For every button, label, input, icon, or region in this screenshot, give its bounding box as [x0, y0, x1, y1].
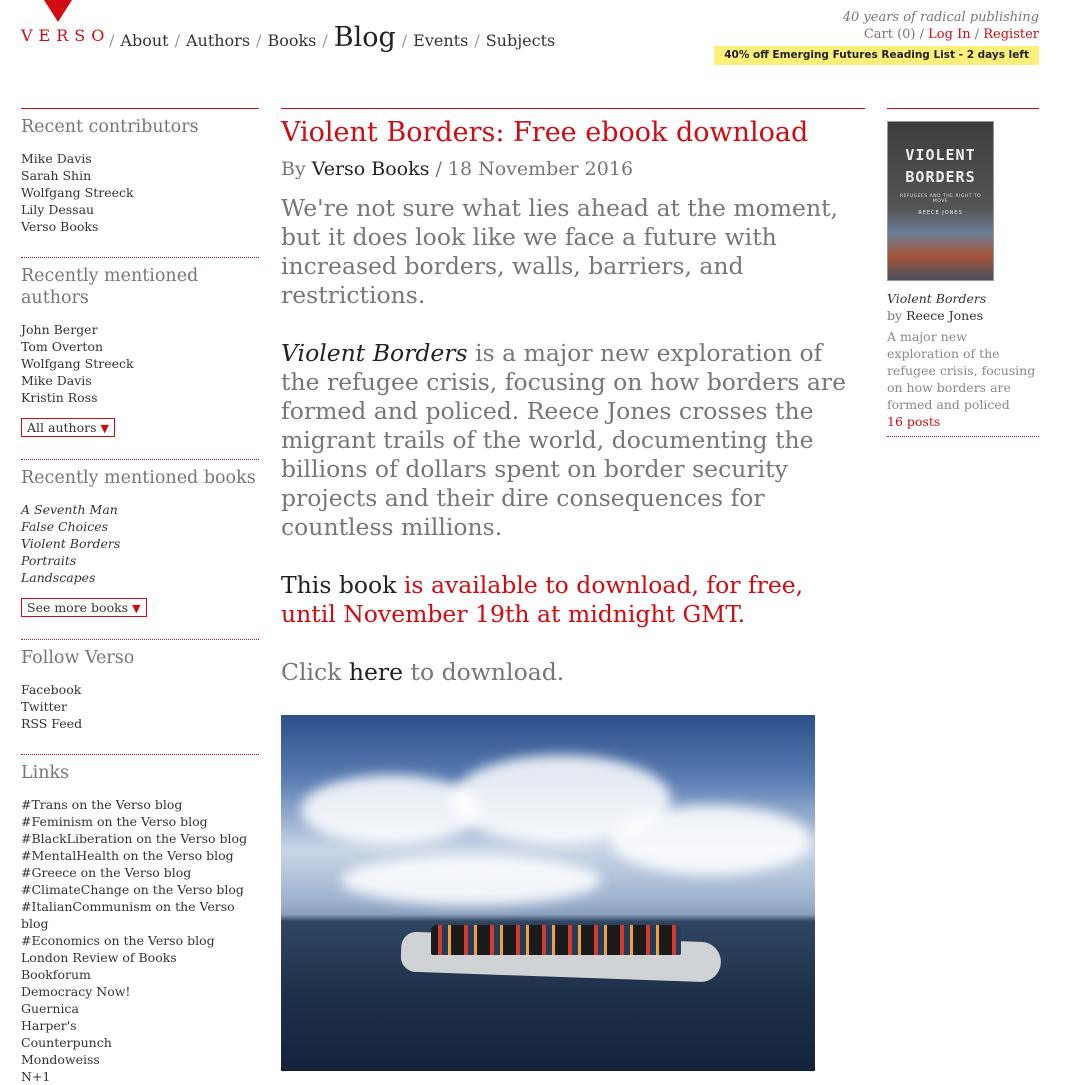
cloud-shape — [611, 805, 811, 875]
follow-list — [21, 681, 259, 732]
passengers-shape — [431, 925, 681, 955]
rss-feed-link[interactable]: RSS Feed — [21, 716, 83, 731]
follow-heading: Follow Verso — [21, 648, 135, 668]
book-link[interactable]: Violent Borders — [21, 536, 121, 551]
external-link[interactable]: Counterpunch — [21, 1035, 112, 1050]
contributor-link[interactable]: Mike Davis — [21, 151, 92, 166]
book-link[interactable]: This book — [281, 571, 397, 599]
external-link[interactable]: Mondoweiss — [21, 1052, 100, 1067]
all-authors-dropdown[interactable] — [21, 418, 115, 437]
cover-title-line: BORDERS — [905, 168, 976, 186]
recent-authors-heading: Recently mentioned authors — [21, 266, 199, 308]
book-card-posts-link[interactable]: 16 posts — [887, 413, 1039, 437]
external-link[interactable]: London Review of Books — [21, 950, 177, 965]
download-link[interactable]: here — [348, 658, 404, 686]
external-link[interactable]: #MentalHealth on the Verso blog — [21, 848, 234, 863]
article-paragraph — [281, 339, 865, 542]
article-lede: We're not sure what lies ahead at the moment, but it does look like we face a future with increased borders, walls, barriers, and restrictions. — [281, 194, 838, 309]
external-link[interactable]: #ItalianCommunism on the Verso blog — [21, 899, 235, 931]
recent-contributors-heading: Recent contributors — [21, 117, 199, 137]
account-separator: / — [974, 27, 984, 42]
external-link[interactable]: Harper's — [21, 1018, 77, 1033]
external-link[interactable]: #Feminism on the Verso blog — [21, 814, 208, 829]
book-card — [887, 108, 1039, 437]
spacer — [21, 732, 259, 754]
register-link[interactable]: Register — [983, 27, 1039, 42]
login-link[interactable]: Log In — [928, 27, 971, 42]
book-cover-image[interactable] — [887, 121, 994, 281]
book-link[interactable]: False Choices — [21, 519, 109, 534]
byline-prefix: By — [281, 158, 306, 180]
nav-separator: / — [401, 31, 408, 50]
byline-date: / 18 November 2016 — [435, 158, 634, 180]
external-link[interactable]: Bookforum — [21, 967, 91, 982]
account-links — [864, 27, 1039, 42]
nav-item-events[interactable]: Events — [413, 31, 469, 50]
sidebar — [21, 108, 259, 1085]
nav-item-blog[interactable]: Blog — [333, 22, 396, 53]
article-title: Violent Borders: Free ebook download — [281, 117, 809, 148]
see-more-books-label: See more books — [27, 600, 129, 615]
nav-separator: / — [474, 31, 480, 50]
external-link[interactable]: N+1 — [21, 1069, 51, 1084]
spacer — [21, 235, 259, 257]
article-paragraph — [281, 658, 865, 687]
account-separator: / — [919, 27, 929, 42]
author-link[interactable]: Wolfgang Streeck — [21, 356, 134, 371]
book-card-byline — [887, 307, 1039, 324]
links-heading: Links — [21, 763, 70, 783]
book-card-author-link[interactable]: Reece Jones — [906, 308, 984, 323]
article-byline — [281, 156, 865, 182]
recent-authors-section — [21, 257, 259, 459]
caret-down-icon: ▼ — [100, 422, 109, 435]
external-link[interactable]: #Greece on the Verso blog — [21, 865, 192, 880]
external-link[interactable]: #BlackLiberation on the Verso blog — [21, 831, 248, 846]
nav-separator: / — [322, 31, 328, 50]
book-link[interactable]: Landscapes — [21, 570, 96, 585]
recent-books-list — [21, 501, 259, 586]
nav-item-about[interactable]: About — [120, 31, 169, 50]
external-link[interactable]: Democracy Now! — [21, 984, 131, 999]
availability-text: is available to download, for free, until November 19th at midnight GMT. — [281, 571, 804, 628]
nav-item-subjects[interactable]: Subjects — [485, 31, 556, 50]
cover-title-line: VIOLENT — [905, 146, 976, 164]
book-link[interactable]: Portraits — [21, 553, 77, 568]
contributor-link[interactable]: Lily Dessau — [21, 202, 95, 217]
verso-logo-text[interactable]: VERSO — [21, 26, 111, 45]
contributor-link[interactable]: Verso Books — [21, 219, 99, 234]
recent-contributors-section — [21, 108, 259, 257]
main-nav — [103, 22, 555, 53]
hero-image-refugee-boat — [281, 715, 815, 1071]
nav-separator: / — [109, 31, 115, 50]
cover-subtitle: REFUGEES AND THE RIGHT TO MOVE — [899, 194, 982, 204]
cloud-shape — [341, 855, 601, 905]
book-link[interactable]: A Seventh Man — [21, 502, 118, 517]
paragraph-text: is a major new exploration of the refugee crisis, focusing on how borders are formed and policed. Reece Jones crosses the migrant trails of the world, documenting the billions of dollars spent on border security projects and their dire consequences for countless millions. — [281, 339, 847, 541]
cover-title — [888, 144, 993, 188]
nav-separator: / — [256, 31, 262, 50]
contributor-link[interactable]: Wolfgang Streeck — [21, 185, 134, 200]
promo-banner[interactable]: 40% off Emerging Futures Reading List - 2 days left — [714, 46, 1039, 65]
external-link[interactable]: Guernica — [21, 1001, 79, 1016]
external-link[interactable]: #Economics on the Verso blog — [21, 933, 215, 948]
follow-section — [21, 639, 259, 754]
see-more-books-dropdown[interactable] — [21, 598, 147, 617]
verso-logo-triangle[interactable] — [44, 0, 72, 22]
cover-author: REECE JONES — [918, 210, 963, 216]
byline-author-link[interactable]: Verso Books — [311, 158, 430, 180]
external-link[interactable]: #ClimateChange on the Verso blog — [21, 882, 244, 897]
recent-books-heading: Recently mentioned books — [21, 468, 256, 488]
book-card-by-prefix: by — [887, 308, 903, 323]
facebook-link[interactable]: Facebook — [21, 682, 82, 697]
paragraph-text: to download. — [403, 658, 565, 686]
article — [281, 108, 865, 1071]
contributor-link[interactable]: Sarah Shin — [21, 168, 92, 183]
twitter-link[interactable]: Twitter — [21, 699, 68, 714]
recent-authors-list — [21, 321, 259, 406]
recent-contributors-list — [21, 150, 259, 235]
recent-books-section — [21, 459, 259, 639]
book-title-link[interactable]: Violent Borders — [281, 339, 468, 367]
all-authors-label: All authors — [27, 420, 97, 435]
book-card-title-link[interactable]: Violent Borders — [887, 291, 987, 306]
tagline: 40 years of radical publishing — [842, 10, 1039, 25]
external-link[interactable]: #Trans on the Verso blog — [21, 797, 183, 812]
nav-separator: / — [174, 31, 180, 50]
nav-item-authors[interactable]: Authors — [185, 31, 251, 50]
article-paragraph — [281, 571, 865, 629]
caret-down-icon: ▼ — [132, 602, 141, 615]
author-link[interactable]: Tom Overton — [21, 339, 104, 354]
cart-link[interactable]: Cart (0) — [863, 27, 916, 42]
links-list — [21, 796, 259, 1085]
author-link[interactable]: Kristin Ross — [21, 390, 98, 405]
book-card-description: A major new exploration of the refugee crisis, focusing on how borders are formed and policed — [887, 329, 1036, 412]
nav-item-books[interactable]: Books — [267, 31, 317, 50]
author-link[interactable]: John Berger — [21, 322, 98, 337]
paragraph-text: Click — [281, 658, 349, 686]
author-link[interactable]: Mike Davis — [21, 373, 92, 388]
links-section — [21, 754, 259, 1085]
